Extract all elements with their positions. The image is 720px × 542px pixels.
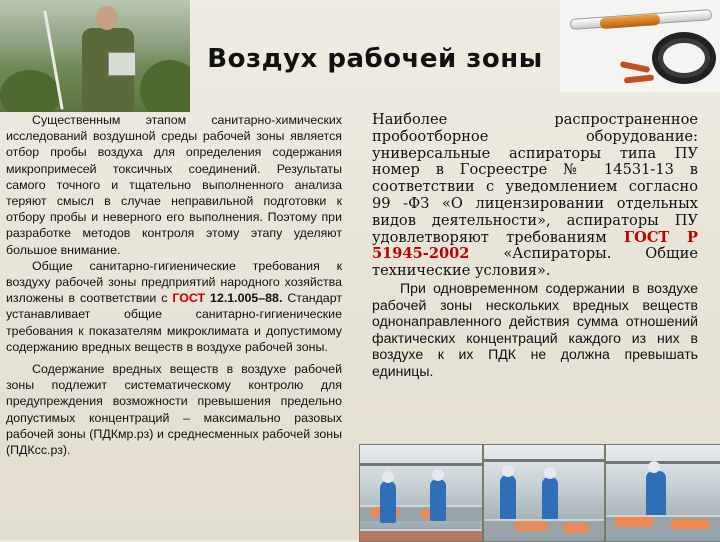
left-paragraph-2-text: Общие санитарно-гигиенические требования к воздуху рабочей зоны предприятий народного хозяйства изложены в соответствии с [6, 258, 342, 306]
gost-word: ГОСТ [172, 291, 206, 306]
left-paragraph-3: Содержание вредных веществ в воздухе рабочей зоны подлежит систематическому контролю для предупреждения возможности превышения предельно допустимых концентраций – максимально разовых рабочей зоны (ПДКмр.рз) и среднесменных рабочей зоны (ПДКсс.рз). [6, 362, 342, 458]
right-paragraph-1-tail: «Аспираторы. Общие технические условия». [372, 245, 698, 280]
left-paragraph-2-tail: Стандарт устанавливает общие санитарно-гигиенические требования к показателям микроклимата и допустимому содержанию вредных веществ в воздухе рабочей зоны. [6, 291, 342, 354]
photo-factory-line-2 [483, 444, 605, 542]
right-paragraph-2: При одновременном содержании в воздухе рабочей зоны нескольких вредных веществ однонаправленного действия сумма отношений фактических концентраций каждого из них в воздухе к их ПДК не должна превышать единицы. [372, 279, 698, 379]
photo-field-sampling [0, 0, 190, 112]
photo-aspirator-device [560, 0, 720, 92]
page-title: Воздух рабочей зоны [207, 44, 543, 74]
left-column [6, 112, 342, 458]
right-column [372, 112, 698, 380]
right-paragraph-1 [372, 112, 698, 280]
left-paragraph-2 [6, 258, 342, 355]
right-paragraph-1-text: Наиболее распространенное пробоотборное оборудование: универсальные аспираторы типа ПУ номер в Госреестре № 14531-13 в соответствии с уведомлением согласно 99 -ФЗ «О лицензировании отдельных видов деятельности», аспираторы ПУ удовлетворяют требованиям [372, 111, 698, 246]
gost-number: 12.1.005–88. [210, 291, 283, 306]
photo-factory-line-1 [359, 444, 483, 542]
left-paragraph-1: Существенным этапом санитарно-химических исследований воздушной среды рабочей зоны является отбор пробы воздуха для определения содержания микропримесей токсичных соединений. Результаты самого точного и тщательно выполненного анализа теряют смысл в случае неправильной подготовки к отбору пробы и неверного его выполнения. Поэтому при разработке методов контроля этому этапу уделяют большое внимание. [6, 113, 342, 257]
photo-factory-line-3 [605, 444, 720, 542]
gost-r-reference: ГОСТ Р 51945-2002 [372, 228, 699, 263]
